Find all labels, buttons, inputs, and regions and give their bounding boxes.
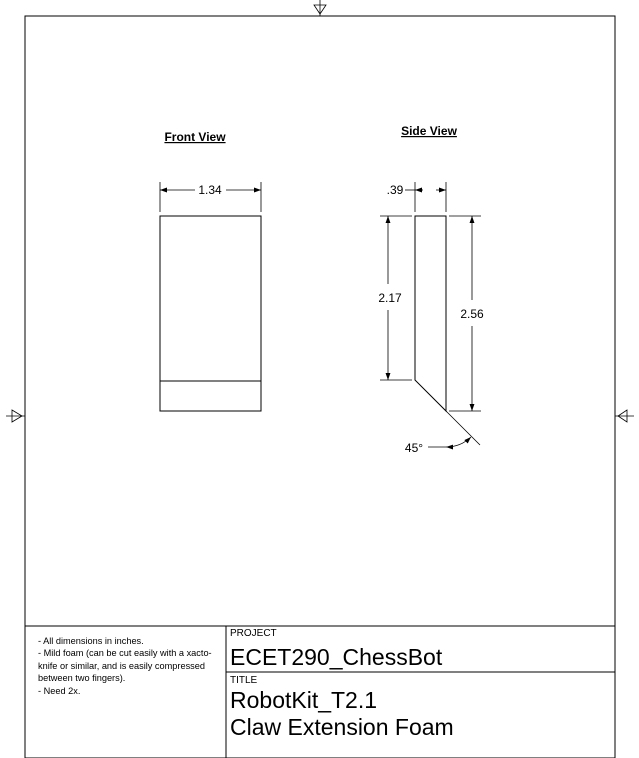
front-view xyxy=(160,216,261,411)
project-value: ECET290_ChessBot xyxy=(230,644,443,670)
front-width-label: 1.34 xyxy=(198,183,222,197)
title-line-2: Claw Extension Foam xyxy=(230,714,454,740)
side-total-height-label: 2.56 xyxy=(460,307,484,321)
chamfer-angle-dimension xyxy=(428,411,480,447)
side-view-title: Side View xyxy=(401,124,457,138)
side-width-dimension xyxy=(405,182,446,212)
front-view-title: Front View xyxy=(164,130,226,144)
side-width-label: .39 xyxy=(386,183,404,197)
title-label: TITLE xyxy=(230,675,258,686)
front-view-outline xyxy=(160,216,261,411)
side-view-outline xyxy=(415,216,446,411)
note-item: - All dimensions in inches. xyxy=(38,636,144,646)
project-label: PROJECT xyxy=(230,628,277,639)
title-line-1: RobotKit_T2.1 xyxy=(230,687,378,713)
centering-mark-left xyxy=(6,410,25,422)
chamfer-angle-label: 45° xyxy=(404,441,424,455)
centering-mark-top xyxy=(314,0,326,16)
note-item: - Mild foam (can be cut easily with a xacto-knife or similar, and is easily compressed between two fingers). xyxy=(38,648,212,684)
centering-mark-right xyxy=(615,410,634,422)
note-item: - Need 2x. xyxy=(38,685,81,696)
side-short-height-label: 2.17 xyxy=(378,291,402,305)
drawing-notes xyxy=(38,635,224,697)
